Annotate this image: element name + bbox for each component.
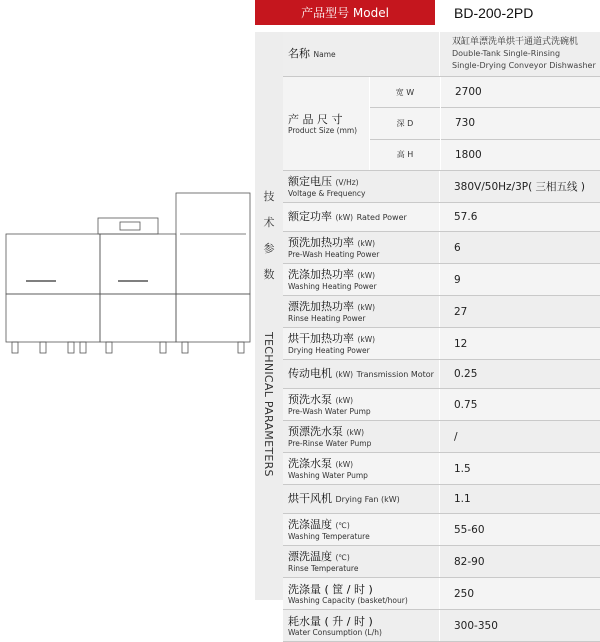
label-zh: 产 品 尺 寸 xyxy=(288,112,343,126)
label-zh: 耗水量 ( 升 / 时 ) xyxy=(288,614,373,628)
row-value: 250 xyxy=(440,578,600,609)
label-unit: (kW) xyxy=(335,370,354,379)
row-label xyxy=(283,610,439,641)
dimension-labels xyxy=(370,77,440,170)
dim-label-height: 高 H xyxy=(370,140,440,170)
row-label xyxy=(283,296,439,327)
dim-label-width: 宽 W xyxy=(370,77,440,108)
table-row xyxy=(283,328,600,360)
label-en: Pre-Rinse Water Pump xyxy=(288,439,372,448)
label-unit: (kW) xyxy=(346,428,365,437)
label-en: Washing Temperature xyxy=(288,532,370,541)
row-label xyxy=(283,171,439,202)
label-en: Washing Capacity (basket/hour) xyxy=(288,595,408,605)
label-unit: (kW) xyxy=(335,213,354,222)
side-char: 数 xyxy=(263,268,275,281)
label-line xyxy=(288,268,439,282)
label-zh: 洗涤水泵 xyxy=(288,457,332,470)
label-line xyxy=(288,457,439,471)
label-zh: 名称 xyxy=(288,47,310,60)
label-en: Name xyxy=(313,50,336,59)
row-label xyxy=(283,328,439,359)
table-row xyxy=(283,203,600,232)
row-label xyxy=(283,32,439,76)
label-line xyxy=(288,492,439,506)
table-row xyxy=(283,546,600,578)
label-en: Drying Fan (kW) xyxy=(335,495,400,504)
label-line xyxy=(288,550,439,564)
row-label xyxy=(283,360,439,388)
row-value: 1.5 xyxy=(440,453,600,484)
row-value xyxy=(440,32,600,76)
label-en: Pre-Wash Water Pump xyxy=(288,407,371,416)
row-value: 6 xyxy=(440,232,600,263)
dim-value-depth: 730 xyxy=(441,108,600,139)
table-row xyxy=(283,485,600,514)
dimension-values xyxy=(441,77,600,170)
row-value: 1.1 xyxy=(440,485,600,513)
label-line xyxy=(288,210,439,224)
table-row xyxy=(283,453,600,485)
row-label xyxy=(283,546,439,577)
row-value: 380V/50Hz/3P( 三相五线 ) xyxy=(440,171,600,202)
name-value-en-1: Double-Tank Single-Rinsing xyxy=(452,49,561,58)
table-row xyxy=(283,232,600,264)
label-zh: 额定电压 xyxy=(288,175,332,188)
row-label xyxy=(283,203,439,231)
label-unit: (kW) xyxy=(335,460,354,469)
label-en: Washing Water Pump xyxy=(288,471,368,480)
row-value: 0.25 xyxy=(440,360,600,388)
label-en: Rated Power xyxy=(356,213,407,222)
label-line xyxy=(288,367,439,381)
side-char: 参 xyxy=(263,242,275,255)
table-row xyxy=(283,421,600,453)
row-value: 57.6 xyxy=(440,203,600,231)
row-value: / xyxy=(440,421,600,452)
label-line xyxy=(288,583,439,596)
label-zh: 烘干加热功率 xyxy=(288,332,354,345)
row-value: 12 xyxy=(440,328,600,359)
row-value: 0.75 xyxy=(440,389,600,420)
table-row xyxy=(283,296,600,328)
label-zh: 额定功率 xyxy=(288,210,332,223)
label-zh: 洗涤加热功率 xyxy=(288,268,354,281)
table-row xyxy=(283,360,600,389)
row-label xyxy=(283,453,439,484)
side-char: 术 xyxy=(263,216,275,229)
table-row xyxy=(283,610,600,642)
row-label xyxy=(283,514,439,545)
label-en: Water Consumption (L/h) xyxy=(288,627,382,637)
label-en: Pre-Wash Heating Power xyxy=(288,250,380,259)
label-en: Voltage & Frequency xyxy=(288,189,366,198)
spec-table xyxy=(283,32,600,642)
spec-rows xyxy=(283,171,600,642)
side-tab-chinese xyxy=(255,184,283,288)
label-en: Transmission Motor xyxy=(356,370,434,379)
row-value: 300-350 xyxy=(440,610,600,641)
label-zh: 洗涤量 ( 筐 / 时 ) xyxy=(288,582,373,596)
label-line xyxy=(288,300,439,314)
row-value: 9 xyxy=(440,264,600,295)
row-label xyxy=(283,77,369,170)
label-unit: (kW) xyxy=(357,303,376,312)
label-line xyxy=(288,615,439,628)
dim-value-width: 2700 xyxy=(441,77,600,108)
row-value: 27 xyxy=(440,296,600,327)
side-char: 技 xyxy=(263,190,275,203)
label-line xyxy=(288,393,439,407)
row-value: 55-60 xyxy=(440,514,600,545)
label-unit: (kW) xyxy=(335,396,354,405)
label-unit: (℃) xyxy=(335,521,350,530)
label-line xyxy=(288,236,439,250)
label-unit: (℃) xyxy=(335,553,350,562)
dim-value-height: 1800 xyxy=(441,140,600,170)
label-line xyxy=(288,518,439,532)
label-zh: 洗涤温度 xyxy=(288,518,332,531)
label-zh: 传动电机 xyxy=(288,367,332,380)
label-en: Drying Heating Power xyxy=(288,346,370,355)
dim-label-depth: 深 D xyxy=(370,108,440,139)
label-line xyxy=(288,175,439,189)
row-label xyxy=(283,485,439,513)
row-label xyxy=(283,421,439,452)
label-zh: 烘干风机 xyxy=(288,492,332,505)
row-label xyxy=(283,232,439,263)
table-row xyxy=(283,578,600,610)
label-zh: 预漂洗水泵 xyxy=(288,425,343,438)
label-line xyxy=(288,332,439,346)
label-en: Product Size (mm) xyxy=(288,125,358,135)
row-value: 82-90 xyxy=(440,546,600,577)
model-label: 产品型号 Model xyxy=(255,0,435,25)
label-zh: 漂洗加热功率 xyxy=(288,300,354,313)
row-label xyxy=(283,264,439,295)
label-en: Washing Heating Power xyxy=(288,282,377,291)
side-tab xyxy=(255,32,283,600)
side-tab-english: TECHNICAL PARAMETERS xyxy=(262,332,275,477)
table-row-size xyxy=(283,77,600,171)
table-row xyxy=(283,171,600,203)
table-row-name xyxy=(283,32,600,77)
model-value: BD-200-2PD xyxy=(454,4,534,21)
label-zh: 预洗加热功率 xyxy=(288,236,354,249)
table-row xyxy=(283,264,600,296)
label-line xyxy=(288,425,439,439)
row-label xyxy=(283,578,439,609)
label-unit: (kW) xyxy=(357,239,376,248)
label-unit: (kW) xyxy=(357,335,376,344)
name-value-en-2: Single-Drying Conveyor Dishwasher xyxy=(452,61,596,70)
table-row xyxy=(283,389,600,421)
label-zh: 漂洗温度 xyxy=(288,550,332,563)
label-en: Rinse Temperature xyxy=(288,564,359,573)
label-en: Rinse Heating Power xyxy=(288,314,366,323)
dishwasher-drawing xyxy=(0,185,255,365)
row-label xyxy=(283,389,439,420)
label-unit: (kW) xyxy=(357,271,376,280)
table-row xyxy=(283,514,600,546)
label-zh: 预洗水泵 xyxy=(288,393,332,406)
label-unit: (V/Hz) xyxy=(335,178,359,187)
name-value-zh: 双缸单漂洗单烘干通道式洗碗机 xyxy=(452,37,579,47)
